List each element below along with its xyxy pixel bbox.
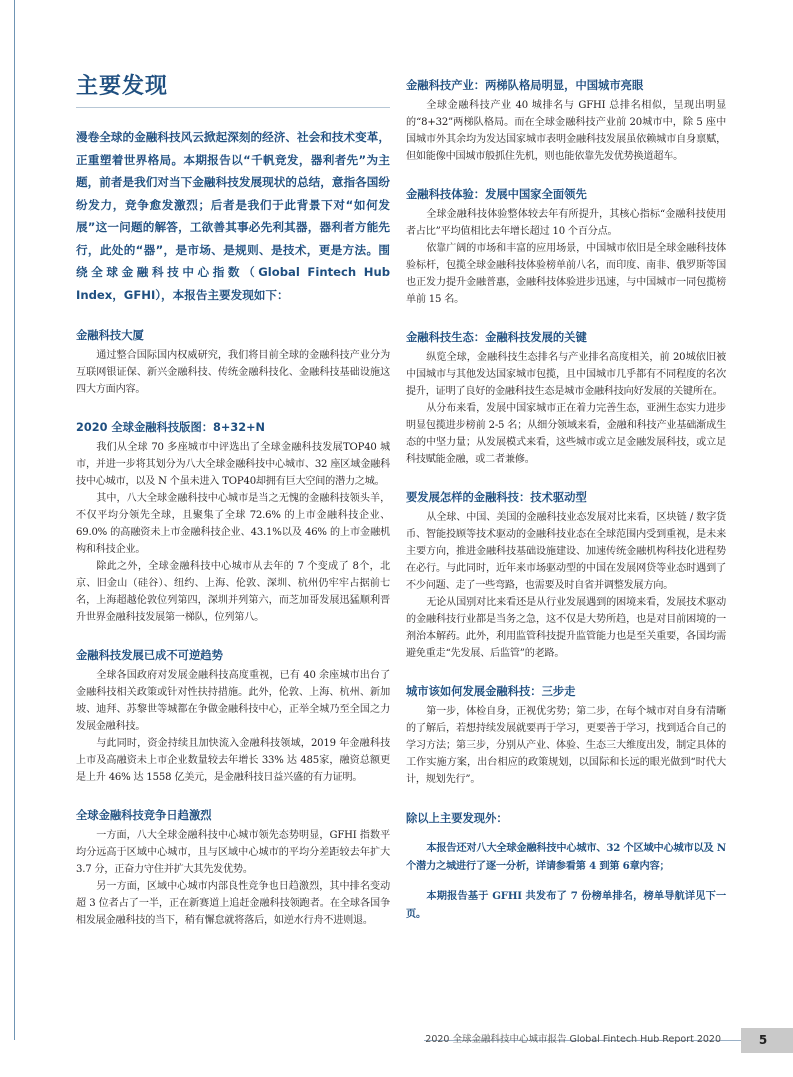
body-paragraph: 全球金融科技产业 40 城排名与 GFHI 总排名相似，呈现出明显的“8+32”两梯队格局。而在全球金融科技产业前 20城市中，除 5 座中国城市外其余均为发达国家城市表明金融科技发展虽依赖城市自身禀赋，但如能像中国城市般抓住先机，则也能依靠先发优势换道超车。 — [406, 100, 726, 162]
section-heading: 2020 全球金融科技版图：8+32+N — [76, 421, 266, 434]
page-title: 主要发现 — [76, 72, 390, 108]
section-heading: 金融科技体验：发展中国家全面领先 — [406, 188, 587, 201]
section-irreversible-trend — [76, 647, 390, 786]
section-tech-driven — [406, 489, 726, 662]
section-three-steps — [406, 683, 726, 788]
section-industry — [406, 77, 726, 165]
right-column — [406, 77, 726, 935]
body-paragraph: 除此之外，全球金融科技中心城市从去年的 7 个变成了 8个，北京、旧金山（硅谷）、纽约、上海、伦敦、深圳、杭州仍牢牢占据前七名，上海超越伦敦位列第四，深圳并列第六，而芝加哥发展迅猛顺利晋升世界金融科技发展第一梯队，位列第八。 — [76, 561, 390, 623]
section-heading: 金融科技生态：金融科技发展的关键 — [406, 331, 587, 344]
body-paragraph: 从全球、中国、美国的金融科技业态发展对比来看，区块链 / 数字货币、智能投顾等技术驱动的金融科技业态在全球范围内受到重视，是未来主要方向，推进金融科技基础设施建设、加速传统金融机构科技化进程势在必行。与此同时，近年来市场驱动型的中国在发展网贷等业态时遇到了不少问题、走了一些弯路，也需要及时自省并调整发展方向。 — [406, 512, 726, 591]
body-paragraph: 另一方面，区域中心城市内部良性竞争也日趋激烈，其中排名变动超 3 位者占了一半，正在新赛道上追赶金融科技领跑者。在全球各国争相发展金融科技的当下，稍有懈怠就将落后，如逆水行舟不进则退。 — [76, 881, 390, 926]
left-column — [76, 72, 390, 929]
body-paragraph: 通过整合国际国内权威研究，我们将目前全球的金融科技产业分为互联网银证保、新兴金融科技、传统金融科技化、金融科技基础设施这四大方面内容。 — [76, 350, 390, 395]
section-heading: 要发展怎样的金融科技：技术驱动型 — [406, 491, 587, 504]
body-paragraph: 纵览全球，金融科技生态排名与产业排名高度相关，前 20城依旧被中国城市与其他发达国家城市包揽，且中国城市几乎都有不同程度的名次提升，证明了良好的金融科技生态是城市金融科技向好发展的关键所在。 — [406, 352, 726, 397]
section-heading: 全球金融科技竞争日趋激烈 — [76, 809, 212, 822]
page-number: 5 — [741, 1028, 793, 1053]
body-paragraph: 其中，八大全球金融科技中心城市是当之无愧的金融科技领头羊，不仅平均分领先全球，且聚集了全球 72.6% 的上市金融科技企业、69.0% 的高融资未上市金融科技企业、43.1%以及 46% 的上市金融机构和科技企业。 — [76, 493, 390, 555]
intro-paragraph: 漫卷全球的金融科技风云掀起深刻的经济、社会和技术变革，正重塑着世界格局。本期报告以“千帆竞发，器利者先”为主题，前者是我们对当下金融科技发展现状的总结，意指各国纷纷发力，竞争愈发激烈；后者是我们于此背景下对“如何发展”这一问题的解答，工欲善其事必先利其器，器利者方能先行，此处的“器”，是市场、是规则、是技术，更是方法。围绕全球金融科技中心指数（Global Fintech Hub Index，GFHI），本报告主要发现如下： — [76, 130, 390, 302]
body-paragraph: 依靠广阔的市场和丰富的应用场景，中国城市依旧是全球金融科技体验标杆，包揽全球金融科技体验榜单前八名，而印度、南非、俄罗斯等国也正发力提升金融普惠，金融科技体验进步迅速，与中国城市一同包揽榜单前 15 名。 — [406, 243, 726, 305]
section-fintech-building — [76, 327, 390, 398]
section-competition — [76, 807, 390, 929]
body-paragraph: 与此同时，资金持续且加快流入金融科技领域，2019 年金融科技上市及高融资未上市企业数量较去年增长 33% 达 485家，融资总额更是上升 46% 达 1558 亿美元，是金融科技日益兴盛的有力证明。 — [76, 738, 390, 783]
section-heading: 城市该如何发展金融科技：三步走 — [406, 685, 576, 698]
section-experience — [406, 186, 726, 308]
body-paragraph: 从分布来看，发展中国家城市正在着力完善生态，亚洲生态实力进步明显包揽进步榜前 2-5 名；从细分领域来看，金融和科技产业基础渐成生态的中坚力量；从发展模式来看，这些城市或立足金融发展科技，或立足科技赋能金融，或二者兼修。 — [406, 403, 726, 465]
section-heading: 金融科技大厦 — [76, 329, 144, 342]
section-global-map — [76, 419, 390, 626]
closing-note: 本报告还对八大全球金融科技中心城市、32 个区域中心城市以及 N 个潜力之城进行了逐一分析，详请参看第 4 到第 6章内容； — [406, 842, 726, 872]
body-paragraph: 我们从全球 70 多座城市中评选出了全球金融科技发展TOP40 城市，并进一步将其划分为八大全球金融科技中心城市、32 座区域金融科技中心城市，以及 N 个虽未进入 TOP40却拥有巨大空间的潜力之城。 — [76, 442, 390, 487]
body-paragraph: 第一步，体检自身，正视优劣势；第二步，在每个城市对自身有清晰的了解后，若想持续发展就要再于学习，更要善于学习，找到适合自己的学习方法；第三步，分别从产业、体验、生态三大维度出发，制定具体的工作实施方案，出台相应的政策规划，以国际和长远的眼光做到“时代大计，规划先行”。 — [406, 706, 726, 785]
closing-note: 本期报告基于 GFHI 共发布了 7 份榜单排名，榜单导航详见下一页。 — [406, 890, 726, 920]
body-paragraph: 一方面，八大全球金融科技中心城市领先态势明显，GFHI 指数平均分远高于区域中心城市，且与区域中心城市的平均分差距较去年扩大 3.7 分，正奋力守住并扩大其先发优势。 — [76, 830, 390, 875]
section-heading: 金融科技发展已成不可逆趋势 — [76, 649, 223, 662]
footer-report-title: 2020 全球金融科技中心城市报告 Global Fintech Hub Report 2020 — [425, 1034, 721, 1045]
section-heading: 金融科技产业：两梯队格局明显，中国城市亮眼 — [406, 79, 644, 92]
body-paragraph: 无论从国别对比来看还是从行业发展遇到的困境来看，发展技术驱动的金融科技行业都是当务之急，这不仅是大势所趋，也是对目前困境的一剂治本解药。此外，利用监管科技提升监管能力也是至关重要，各国均需避免重走“先发展、后监管”的老路。 — [406, 597, 726, 659]
body-paragraph: 全球金融科技体验整体较去年有所提升，其核心指标“金融科技使用者占比”平均值相比去年增长超过 10 个百分点。 — [406, 209, 726, 237]
summary-heading: 除以上主要发现外： — [406, 812, 508, 825]
left-margin-rule — [14, 0, 15, 1040]
section-ecosystem — [406, 329, 726, 468]
body-paragraph: 全球各国政府对发展金融科技高度重视，已有 40 余座城市出台了金融科技相关政策或针对性扶持措施。此外，伦敦、上海、杭州、新加坡、迪拜、苏黎世等城都在争做金融科技中心，正举全城乃至全国之力发展金融科技。 — [76, 670, 390, 732]
